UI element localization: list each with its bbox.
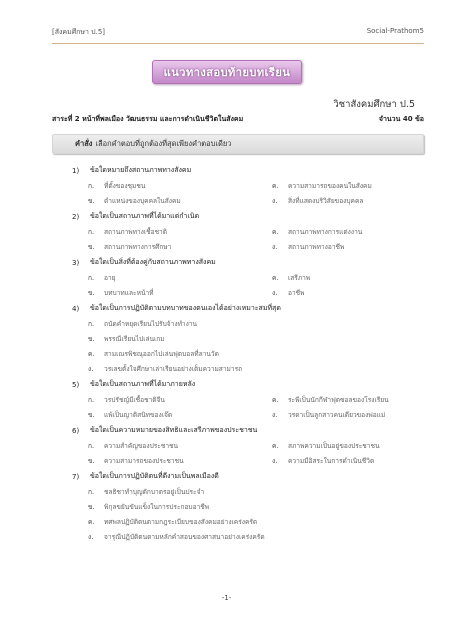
option-letter: ง. <box>272 289 278 297</box>
question-stem <box>72 469 424 484</box>
option-letter: ค. <box>272 396 279 404</box>
question-number: 7) <box>72 472 80 481</box>
answer-option[interactable] <box>72 270 272 285</box>
question-text: ข้อใดเป็นการปฏิบัติตนที่ดีงามเป็นพลเมืองดี <box>90 472 219 480</box>
option-group <box>72 270 424 300</box>
option-text: สถานภาพทางการศึกษา <box>104 243 172 251</box>
question-item <box>72 423 424 468</box>
option-group <box>72 224 424 254</box>
question-stem <box>72 255 424 270</box>
unit-row <box>52 114 424 125</box>
question-text: ข้อใดเป็นสถานภาพที่ได้มาแต่กำเนิด <box>90 212 200 220</box>
answer-option[interactable] <box>72 178 272 193</box>
option-text: แพ้เป็นญาติสนิทของเจ๊ด <box>104 411 173 419</box>
option-letter: ข. <box>88 503 95 511</box>
option-letter: ข. <box>88 411 95 419</box>
option-text: ชลธิชาทำบุญตักบาตรอยู่เป็นประจำ <box>104 488 205 496</box>
option-text: วรเลขตั้งใจศึกษาเล่าเรียนอย่างเต็มความสามารถ <box>104 365 243 373</box>
option-text: เสรีภาพ <box>288 274 311 282</box>
option-letter: ข. <box>88 243 95 251</box>
option-letter: ก. <box>88 228 95 236</box>
answer-option[interactable] <box>272 285 424 300</box>
option-letter: ข. <box>88 335 95 343</box>
banner-title: แนวทางสอบท้ายบทเรียน <box>163 66 291 79</box>
option-text: ทศพลปฏิบัติตนตามกฎระเบียบของสังคมอย่างเคร่งครัด <box>104 518 258 526</box>
question-number: 3) <box>72 258 80 267</box>
option-text: ความมีอิสระในการดำเนินชีวิต <box>288 457 375 465</box>
page-header <box>52 27 424 42</box>
title-banner <box>152 60 302 84</box>
question-item <box>72 377 424 422</box>
instruction-text: เลือกคำตอบที่ถูกต้องที่สุดเพียงคำตอบเดียว <box>95 139 232 148</box>
answer-option[interactable] <box>72 514 424 529</box>
question-text: ข้อใดหมายถึงสถานภาพทางสังคม <box>90 166 192 174</box>
option-text: ความสามารถของคนในสังคม <box>288 182 372 190</box>
question-number: 6) <box>72 426 80 435</box>
option-text: วรปรัชญ์มีเชื้อชาติจีน <box>104 396 165 404</box>
option-text: สภาพความเป็นอยู่ของประชาชน <box>288 442 380 450</box>
answer-option[interactable] <box>72 453 272 468</box>
answer-option[interactable] <box>272 407 424 422</box>
header-left: [สังคมศึกษา ป.5] <box>52 28 106 36</box>
answer-option[interactable] <box>272 224 424 239</box>
option-text: สามเณรพิชณุออกไปเล่นฟุตบอลที่ลานวัด <box>104 350 219 358</box>
option-letter: ข. <box>88 197 95 205</box>
option-group <box>72 316 424 376</box>
answer-option[interactable] <box>272 392 424 407</box>
option-text: วรดาเป็นลูกสาวคนเดียวของพ่อแม่ <box>288 411 386 419</box>
option-letter: ค. <box>272 274 279 282</box>
answer-option[interactable] <box>72 224 272 239</box>
question-number: 1) <box>72 166 80 175</box>
option-letter: ก. <box>88 396 95 404</box>
answer-option[interactable] <box>272 239 424 254</box>
option-text: ถนัดคำหยุดเรียนไปรับจ้างทำงาน <box>104 320 198 328</box>
option-letter: ง. <box>272 411 278 419</box>
answer-option[interactable] <box>72 239 272 254</box>
instruction-bar <box>52 134 424 154</box>
option-text: สิ่งที่แสดงบริวิสัยของบุคคล <box>288 197 364 205</box>
option-letter: ง. <box>272 197 278 205</box>
question-stem <box>72 423 424 438</box>
option-letter: ง. <box>88 533 94 541</box>
answer-option[interactable] <box>72 361 424 376</box>
option-group <box>72 438 424 468</box>
answer-option[interactable] <box>72 285 272 300</box>
question-text: ข้อใดเป็นการปฏิบัติตามบทบาทของตนเองได้อย่างเหมาะสมที่สุด <box>90 304 281 312</box>
subject-title: วิชาสังคมศึกษา ป.5 <box>333 99 415 110</box>
question-stem <box>72 377 424 392</box>
question-item <box>72 209 424 254</box>
question-item <box>72 301 424 376</box>
option-text: จารุณีปฏิบัติตนตามหลักคำสอนของศาสนาอย่างเคร่งครัด <box>104 533 265 541</box>
question-list <box>72 163 424 545</box>
option-letter: ก. <box>88 274 95 282</box>
header-divider <box>52 43 424 44</box>
option-text: ตำแหน่งของบุคคลในสังคม <box>104 197 181 205</box>
answer-option[interactable] <box>72 193 272 208</box>
question-text: ข้อใดเป็นสถานภาพที่ได้มาภายหลัง <box>90 380 196 388</box>
answer-option[interactable] <box>72 529 424 544</box>
answer-option[interactable] <box>72 331 424 346</box>
option-text: พิกุลขยันขันแข็งในการประกอบอาชีพ <box>104 503 210 511</box>
option-letter: ง. <box>88 365 94 373</box>
header-right: Social-Prathom5 <box>366 27 424 35</box>
option-letter: ก. <box>88 488 95 496</box>
option-letter: ก. <box>88 182 95 190</box>
option-letter: ง. <box>272 243 278 251</box>
option-letter: ง. <box>272 457 278 465</box>
option-text: สถานภาพทางอาชีพ <box>288 243 345 251</box>
answer-option[interactable] <box>272 270 424 285</box>
question-text: ข้อใดเป็นสิ่งที่ต้องคู่กับสถานภาพทางสังคม <box>90 258 216 266</box>
question-stem <box>72 209 424 224</box>
answer-option[interactable] <box>72 316 424 331</box>
page-number: -1- <box>221 594 232 602</box>
answer-option[interactable] <box>272 453 424 468</box>
option-letter: ค. <box>88 350 95 358</box>
option-group <box>72 178 424 208</box>
option-text: บทบาทและหน้าที่ <box>104 289 154 297</box>
option-text: สถานภาพทางการแต่งงาน <box>288 228 363 236</box>
question-stem <box>72 301 424 316</box>
option-text: ความสำคัญของประชาชน <box>104 442 179 450</box>
option-text: ที่ตั้งของชุมชน <box>104 182 146 190</box>
question-count: จำนวน 40 ข้อ <box>378 115 424 123</box>
option-text: ความสามารถของประชาชน <box>104 457 184 465</box>
option-letter: ค. <box>272 182 279 190</box>
answer-option[interactable] <box>72 438 272 453</box>
unit-title: สาระที่ 2 หน้าที่พลเมือง วัฒนธรรม และการดำเนินชีวิตในสังคม <box>52 115 244 123</box>
option-letter: ก. <box>88 320 95 328</box>
option-letter: ค. <box>88 518 95 526</box>
option-letter: ก. <box>88 442 95 450</box>
answer-option[interactable] <box>72 499 424 514</box>
answer-option[interactable] <box>272 178 424 193</box>
question-number: 5) <box>72 380 80 389</box>
answer-option[interactable] <box>72 346 424 361</box>
answer-option[interactable] <box>72 484 424 499</box>
question-number: 2) <box>72 212 80 221</box>
question-stem <box>72 163 424 178</box>
option-group <box>72 392 424 422</box>
question-item <box>72 469 424 544</box>
answer-option[interactable] <box>272 438 424 453</box>
option-letter: ข. <box>88 289 95 297</box>
question-item <box>72 255 424 300</box>
question-number: 4) <box>72 304 80 313</box>
answer-option[interactable] <box>272 193 424 208</box>
option-letter: ข. <box>88 457 95 465</box>
option-letter: ค. <box>272 228 279 236</box>
answer-option[interactable] <box>72 407 272 422</box>
question-text: ข้อใดเป็นความหมายของสิทธิและเสรีภาพของประชาชน <box>90 426 258 434</box>
answer-option[interactable] <box>72 392 272 407</box>
option-text: อายุ <box>104 274 116 282</box>
option-group <box>72 484 424 544</box>
option-text: สถานภาพทางเชื้อชาติ <box>104 228 168 236</box>
option-text: อาชีพ <box>288 289 305 297</box>
instruction-label: คำสั่ง <box>75 139 93 148</box>
option-text: ระพีเป็นนักกีฬาฟุตซอลของโรงเรียน <box>288 396 389 404</box>
option-letter: ค. <box>272 442 279 450</box>
question-item <box>72 163 424 208</box>
option-text: พรรณีเรียนไปเล่นเกม <box>104 335 165 343</box>
